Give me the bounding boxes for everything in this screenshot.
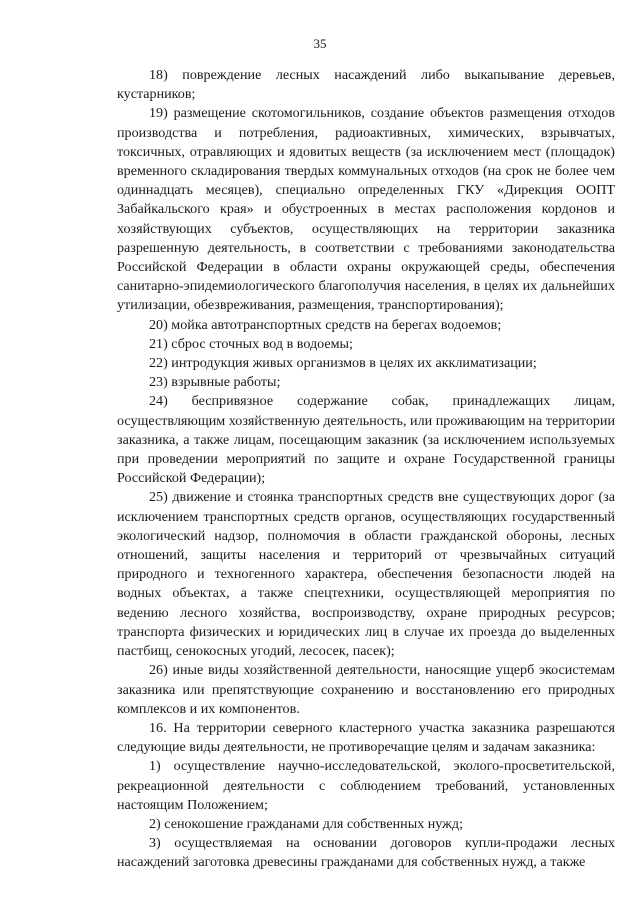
item-23-paragraph: 23) взрывные работы; xyxy=(149,374,281,391)
document-body xyxy=(117,66,615,873)
page-number: 35 xyxy=(313,36,327,51)
item-21-paragraph: 21) сброс сточных вод в водоемы; xyxy=(149,335,353,352)
item-18-paragraph: 18) повреждение лесных насаждений либо выкапывание деревьев, кустарников; xyxy=(117,67,615,103)
allowed-item-2-paragraph: 2) сенокошение гражданами для собственных нужд; xyxy=(149,815,463,832)
item-24-paragraph: 24) беспривязное содержание собак, принадлежащих лицам, осуществляющим хозяйственную деятельность, или проживающим на территории заказника, а также лицам, посещающим заказник (за исключением используемых при проведении мероприятий по защите и охране Государственной границы Российской Федерации); xyxy=(117,393,615,487)
item-25-paragraph: 25) движение и стоянка транспортных средств вне существующих дорог (за исключением транспортных средств органов, осуществляющих государственный экологический надзор, полномочия в области гражданской обороны, лесных отношений, защиты населения и территорий от чрезвычайных ситуаций природного и техногенного характера, обеспечения безопасности людей на водных объектах, а также спецтехники, осуществляющей мероприятия по ведению лесного хозяйства, воспроизводству, охране природных ресурсов; транспорта физических и юридических лиц в случае их проезда до выделенных пастбищ, сенокосных угодий, лесосек, пасек); xyxy=(117,489,615,660)
item-26-paragraph: 26) иные виды хозяйственной деятельности, наносящие ущерб экосистемам заказника или препятствующие сохранению и восстановлению его природных комплексов и их компонентов. xyxy=(117,662,615,717)
allowed-item-1-paragraph: 1) осуществление научно-исследовательской, эколого-просветительской, рекреационной деятельности с соблюдением требований, установленных настоящим Положением; xyxy=(117,758,615,813)
section-16-paragraph: 16. На территории северного кластерного участка заказника разрешаются следующие виды деятельности, не противоречащие целям и задачам заказника: xyxy=(117,719,615,756)
item-20-paragraph: 20) мойка автотранспортных средств на берегах водоемов; xyxy=(149,316,502,333)
item-22-paragraph: 22) интродукция живых организмов в целях их акклиматизации; xyxy=(149,355,537,372)
allowed-item-3-paragraph: 3) осуществляемая на основании договоров купли-продажи лесных насаждений заготовка древесины гражданами для собственных нужд, а также xyxy=(117,835,615,871)
item-19-paragraph: 19) размещение скотомогильников, создание объектов размещения отходов производства и потребления, радиоактивных, химических, взрывчатых, токсичных, отравляющих и ядовитых веществ (за исключением мест (площадок) временного складирования твердых коммунальных отходов (на срок не более чем одиннадцать месяцев), специально определенных ГКУ «Дирекция ООПТ Забайкальского края» и обустроенных в местах расположения кордонов и хозяйствующих субъектов, осуществляющих на территории заказника разрешенную деятельность, в соответствии с требованиями законодательства Российской Федерации в области охраны окружающей среды, обеспечения санитарно-эпидемиологического благополучия населения, в целях их дальнейших утилизации, обезвреживания, размещения, транспортирования); xyxy=(117,105,615,314)
